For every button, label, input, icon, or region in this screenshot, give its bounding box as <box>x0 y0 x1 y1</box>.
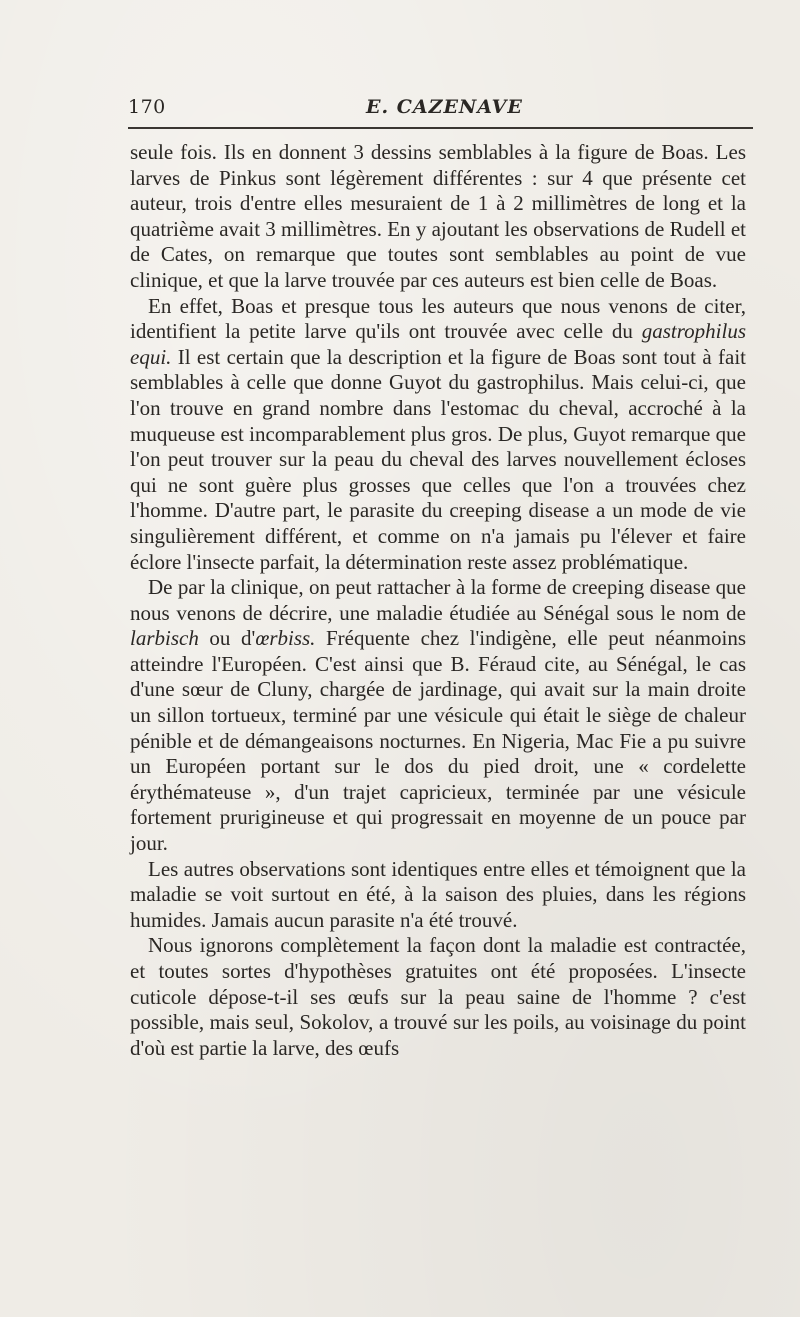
page-header <box>128 86 740 126</box>
paragraph-text: Les autres observations sont identiques entre elles et témoignent que la maladie se voit surtout en été, à la saison des pluies, dans les régions humides. Jamais aucun parasite n'a été trouvé. <box>130 856 746 932</box>
italic-text: larbisch <box>130 626 199 651</box>
paragraph <box>130 140 746 294</box>
italic-text: œrbiss. <box>255 626 316 651</box>
paragraph-text: ou d' <box>198 626 256 651</box>
paragraph-text: Il est certain que la description et la figure de Boas sont tout à fait semblables à celle que donne Guyot du gastrophilus. Mais celui-ci, que l'on trouve en grand nombre dans l'estomac du cheval, accroché à la muqueuse est incomparablement plus gros. De plus, Guyot remarque que l'on peut trouver sur la peau du cheval des larves nouvellement écloses qui ne sont guère plus grosses que celles que l'on a trouvées chez l'homme. D'autre part, le parasite du creeping disease a un mode de vie singulièrement différent, et comme on n'a jamais pu l'élever et faire éclore l'insecte parfait, la détermination reste assez problématique. <box>130 344 746 574</box>
paragraph-text: En effet, Boas et presque tous les auteurs que nous venons de citer, identifient la petite larve qu'ils ont trouvée avec celle du <box>130 293 746 344</box>
body-text <box>130 140 746 1061</box>
running-head: E. CAZENAVE <box>366 96 523 118</box>
paragraph <box>130 294 746 576</box>
paragraph-text: De par la clinique, on peut rattacher à la forme de creeping disease que nous venons de décrire, une maladie étudiée au Sénégal sous le nom de <box>130 575 746 625</box>
page-number: 170 <box>128 96 166 118</box>
paragraph-text: seule fois. Ils en donnent 3 dessins semblables à la figure de Boas. Les larves de Pinkus sont légèrement différentes : sur 4 que présente cet auteur, trois d'entre elles mesuraient de 1 à 2 millimètres de long et la quatrième avait 3 millimètres. En y ajoutant les observations de Rudell et de Cates, on remarque que toutes sont semblables au point de vue clinique, et que la larve trouvée par ces auteurs est bien celle de Boas. <box>130 140 746 292</box>
paragraph <box>130 857 746 934</box>
paragraph <box>130 933 746 1061</box>
paragraph-text: Fréquente chez l'indigène, elle peut néanmoins atteindre l'Européen. C'est ainsi que B. Féraud cite, au Sénégal, le cas d'une sœur de Cluny, chargée de jardinage, qui avait sur la main droite un sillon tortueux, terminé par une vésicule qui était le siège de chaleur pénible et de démangeaisons nocturnes. En Nigeria, Mac Fie a pu suivre un Européen portant sur le dos du pied droit, une « cordelette érythémateuse », d'un trajet capricieux, terminée par une vésicule fortement prurigineuse et qui progressait en moyenne de un pouce par jour. <box>130 626 746 856</box>
paragraph-text: Nous ignorons complètement la façon dont la maladie est contractée, et toutes sortes d'hypothèses gratuites ont été proposées. L'insecte cuticole dépose-t-il ses œufs sur la peau saine de l'homme ? c'est possible, mais seul, Sokolov, a trouvé sur les poils, au voisinage du point d'où est partie la larve, des œufs <box>130 933 746 1060</box>
italic-text: gastrophilus equi. <box>130 319 746 369</box>
header-rule <box>128 127 753 129</box>
paragraph <box>130 575 746 857</box>
